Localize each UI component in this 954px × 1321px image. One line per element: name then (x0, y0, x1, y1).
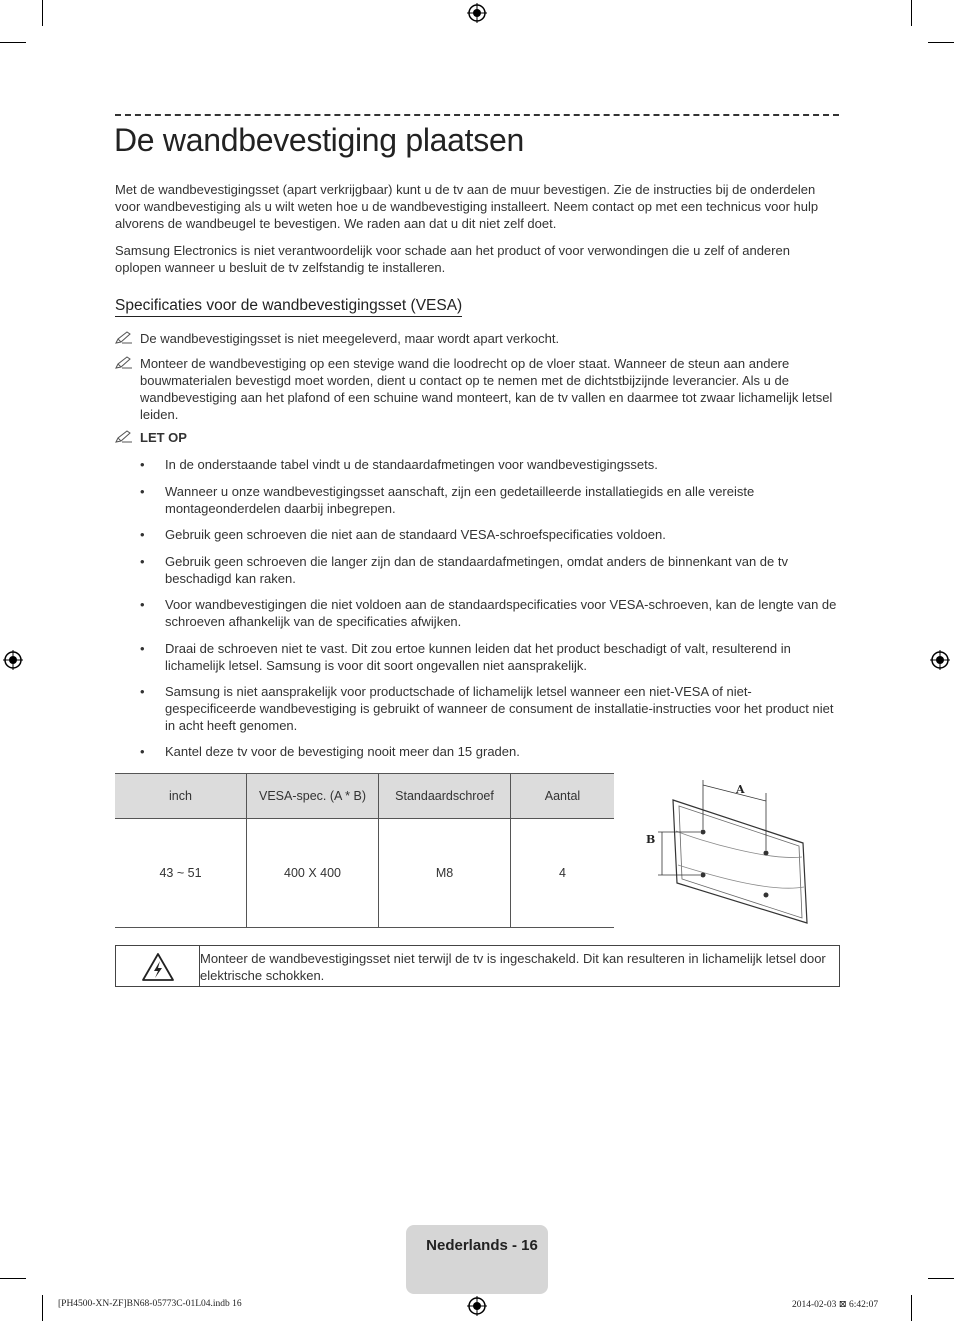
cell-screw: M8 (379, 819, 511, 928)
column-header-inch: inch (115, 774, 247, 819)
warning-text: Monteer de wandbevestigingsset niet terwijl de tv is ingeschakeld. Dit kan resulteren in lichamelijk letsel door elektrische schokken. (200, 951, 826, 983)
section-heading: Specificaties voor de wandbevestigingsset (VESA) (115, 297, 462, 317)
crop-mark (0, 1278, 26, 1279)
high-voltage-warning-icon (141, 952, 175, 982)
table-header-row (115, 774, 614, 819)
crop-mark (42, 0, 43, 26)
dimension-label-a: A (736, 783, 745, 796)
registration-mark-icon (467, 3, 487, 23)
crop-mark (928, 42, 954, 43)
tv-back-diagram (640, 775, 820, 930)
crop-mark (911, 0, 912, 26)
note-pencil-icon (115, 430, 133, 444)
crop-mark (911, 1295, 912, 1321)
intro-paragraph: Samsung Electronics is niet verantwoordelijk voor schade aan het product of voor verwondingen die u zelf of anderen oplopen wanneer u besluit de tv zelfstandig te installeren. (115, 243, 790, 275)
page-title: De wandbevestiging plaatsen (114, 122, 524, 158)
crop-mark (928, 1278, 954, 1279)
warning-box (115, 945, 840, 987)
print-footer-right: 2014-02-03 ⊠ 6:42:07 (792, 1300, 879, 1310)
note-pencil-icon (115, 356, 133, 370)
table-row (115, 819, 614, 928)
column-header-count: Aantal (511, 774, 615, 819)
column-header-screw: Standaardschroef (379, 774, 511, 819)
registration-mark-icon (467, 1296, 487, 1316)
intro-paragraph: Met de wandbevestigingsset (apart verkrijgbaar) kunt u de tv aan de muur bevestigen. Zie de instructies bij de onderdelen voor wandbevestiging als u wilt weten hoe u de wandbevestiging installeert. Neem contact op met een technicus voor hulp alvorens de wandbeugel te bevestigen. We raden aan dat u dit niet zelf doet. (115, 182, 819, 231)
cell-inch: 43 ~ 51 (115, 819, 247, 928)
note-text: De wandbevestigingsset is niet meegeleverd, maar wordt apart verkocht. (140, 331, 560, 346)
column-header-vesa: VESA-spec. (A * B) (247, 774, 379, 819)
title-divider (115, 114, 839, 116)
registration-mark-icon (3, 650, 23, 670)
print-footer-left: [PH4500-XN-ZF]BN68-05773C-01L04.indb 16 (58, 1299, 242, 1309)
cell-vesa: 400 X 400 (247, 819, 379, 928)
registration-mark-icon (930, 650, 950, 670)
page-number-tab (406, 1225, 548, 1294)
caution-label: LET OP (140, 430, 187, 445)
page-number: Nederlands - 16 (426, 1237, 538, 1254)
dimension-label-b: B (646, 833, 656, 846)
note-pencil-icon (115, 331, 133, 345)
note-text: Monteer de wandbevestiging op een stevige wand die loodrecht op de vloer staat. Wanneer de steun aan andere bouwmaterialen bevestigd moet worden, dient u contact op te nemen met de dichtstbijzijnde leverancier. Als u de wandbevestiging aan het plafond of een schuine wand monteert, kan de tv vallen en daarmee tot zwaar lichamelijk letsel leiden. (140, 356, 833, 422)
vesa-spec-table (115, 773, 614, 928)
crop-mark (0, 42, 26, 43)
cell-count: 4 (511, 819, 615, 928)
crop-mark (42, 1295, 43, 1321)
